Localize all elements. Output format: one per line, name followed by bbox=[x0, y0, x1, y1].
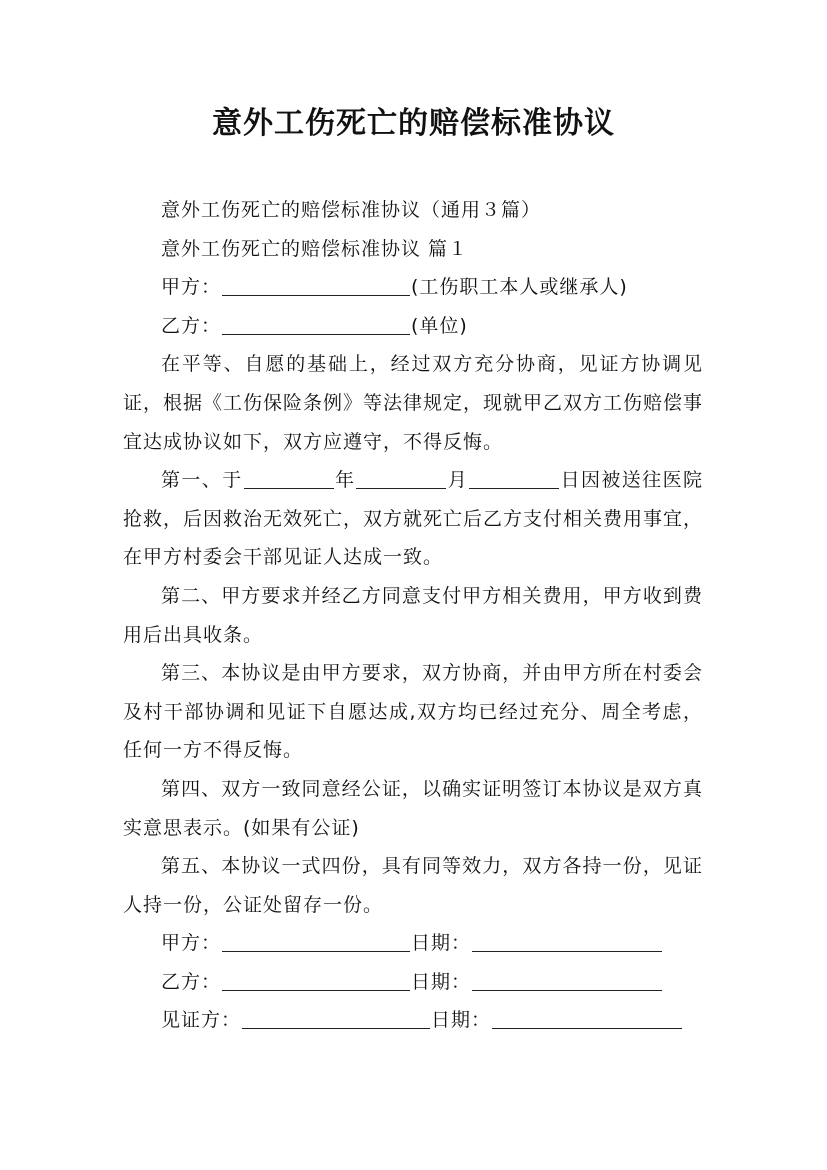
party-b-note: (单位) bbox=[411, 314, 468, 337]
clause-1-prefix: 第一、于 bbox=[161, 469, 243, 492]
signature-witness-date-label: 日期： bbox=[431, 1009, 492, 1032]
day-blank bbox=[469, 468, 559, 489]
clause-1 bbox=[123, 461, 703, 577]
section-heading: 意外工伤死亡的赔偿标准协议 篇１ bbox=[161, 237, 469, 260]
clause-3: 第三、本协议是由甲方要求，双方协商，并由甲方所在村委会及村干部协调和见证下自愿达成,双方均已经过充分、周全考虑，任何一方不得反悔。 bbox=[123, 662, 703, 762]
party-a-note: (工伤职工本人或继承人) bbox=[411, 276, 628, 299]
year-label: 年 bbox=[334, 469, 356, 492]
signature-witness-date-blank bbox=[492, 1008, 682, 1029]
signature-party-a-date-blank bbox=[472, 931, 662, 952]
signature-party-a-label: 甲方： bbox=[161, 932, 222, 955]
signature-party-b-date-label: 日期： bbox=[411, 970, 472, 993]
signature-party-b-blank bbox=[222, 970, 410, 991]
document-subtitle: 意外工伤死亡的赔偿标准协议（通用３篇） bbox=[161, 199, 542, 221]
signature-party-b-label: 乙方： bbox=[161, 970, 222, 993]
party-b-line bbox=[123, 307, 703, 346]
clause-5: 第五、本协议一式四份，具有同等效力，双方各持一份，见证人持一份，公证处留存一份。 bbox=[123, 855, 703, 916]
party-b-blank bbox=[222, 314, 410, 335]
clause-2: 第二、甲方要求并经乙方同意支付甲方相关费用，甲方收到费用后出具收条。 bbox=[123, 584, 703, 646]
document-body bbox=[123, 191, 703, 1040]
signature-witness-label: 见证方： bbox=[161, 1009, 242, 1032]
clause-4: 第四、双方一致同意经公证，以确实证明签订本协议是双方真实意思表示。(如果有公证) bbox=[123, 777, 703, 839]
month-label: 月 bbox=[447, 469, 469, 492]
signature-party-a-blank bbox=[222, 931, 410, 952]
party-b-label: 乙方： bbox=[161, 314, 222, 337]
document-title: 意外工伤死亡的赔偿标准协议 bbox=[212, 106, 615, 141]
month-blank bbox=[356, 468, 446, 489]
signature-witness-blank bbox=[242, 1008, 430, 1029]
signature-party-a bbox=[123, 924, 703, 963]
signature-witness bbox=[123, 1001, 703, 1040]
signature-party-b-date-blank bbox=[472, 970, 662, 991]
signature-party-a-date-label: 日期： bbox=[411, 932, 472, 955]
party-a-label: 甲方： bbox=[161, 276, 222, 299]
party-a-line bbox=[123, 268, 703, 307]
intro-paragraph: 在平等、自愿的基础上，经过双方充分协商，见证方协调见证，根据《工伤保险条例》等法律规定，现就甲乙双方工伤赔偿事宜达成协议如下，双方应遵守，不得反悔。 bbox=[123, 353, 704, 453]
year-blank bbox=[244, 468, 334, 489]
party-a-blank bbox=[222, 275, 410, 296]
signature-party-b bbox=[123, 963, 703, 1002]
clause-1-rest: 日因被送往医院抢救，后因救治无效死亡，双方就死亡后乙方支付相关费用事宜，在甲方村委会干部见证人达成一致。 bbox=[123, 469, 704, 569]
